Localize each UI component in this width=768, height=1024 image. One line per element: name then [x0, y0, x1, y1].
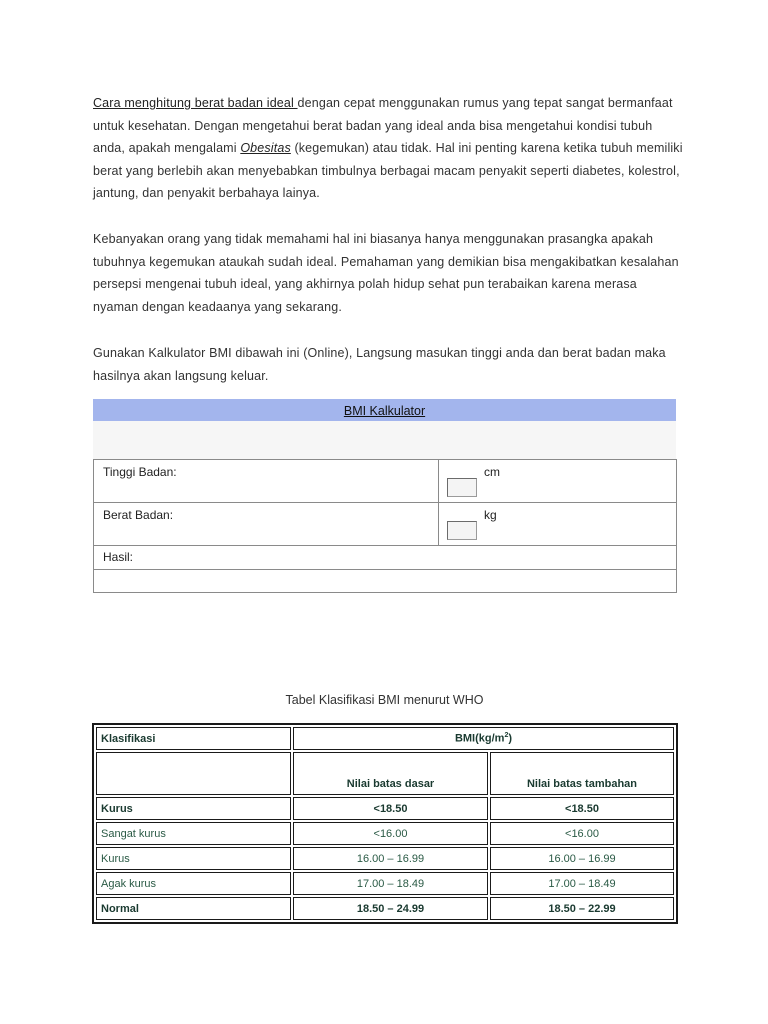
height-cell [439, 460, 677, 503]
height-unit: cm [484, 465, 500, 479]
row-tambahan: 17.00 – 18.49 [490, 872, 674, 895]
weight-unit: kg [484, 508, 497, 522]
calculator-spacer [93, 421, 676, 459]
calculator-title[interactable]: BMI Kalkulator [343, 404, 426, 418]
header-nilai-tambahan: Nilai batas tambahan [490, 752, 674, 795]
height-label: Tinggi Badan: [94, 460, 439, 503]
header-bmi [293, 727, 674, 750]
row-dasar: <16.00 [293, 822, 488, 845]
intro-text-1: dengan cepat menggunakan rumus yang tepat sangat bermanfaat untuk kesehatan. Dengan mengetahui berat badan yang ideal anda bisa mengetahui kondisi tubuh anda, apakah mengalami [93, 96, 673, 155]
header-bmi-close: ) [508, 732, 513, 745]
table-row [96, 822, 674, 845]
result-output [94, 570, 677, 593]
row-name: Kurus [96, 847, 291, 870]
intro-paragraph-2: Kebanyakan orang yang tidak memahami hal ini biasanya hanya menggunakan prasangka apakah tubuhnya kegemukan ataukah sudah ideal. Pemahaman yang demikian bisa mengakibatkan kesalahan persepsi mengenai tubuh ideal, yang akhirnya polah hidup sehat pun terabaikan karena merasa nyaman dengan keadaanya yang sekarang. [93, 232, 679, 314]
intro-paragraph-1 [93, 92, 683, 205]
obesitas-link[interactable]: Obesitas [240, 141, 291, 155]
calculator-header [93, 399, 676, 421]
row-name: Sangat kurus [96, 822, 291, 845]
weight-label: Berat Badan: [94, 503, 439, 546]
height-input[interactable] [447, 478, 477, 497]
bmi-article-link[interactable]: Cara menghitung berat badan ideal [93, 96, 298, 110]
header-bmi-sup: 2 [504, 732, 509, 740]
intro-text-2: (kegemukan) atau tidak. Hal ini penting karena ketika tubuh memiliki berat yang berlebih akan menyebabkan timbulnya berbagai macam penyakit seperti diabetes, kolestrol, jantung, dan penyakit berbahaya lainya. [93, 141, 683, 200]
who-classification-table [92, 723, 678, 924]
table-row [96, 797, 674, 820]
calculator-form [93, 459, 677, 593]
row-name: Normal [96, 897, 291, 920]
row-dasar: 17.00 – 18.49 [293, 872, 488, 895]
row-tambahan: <18.50 [490, 797, 674, 820]
row-dasar: 18.50 – 24.99 [293, 897, 488, 920]
row-name: Agak kurus [96, 872, 291, 895]
who-table-title: Tabel Klasifikasi BMI menurut WHO [285, 693, 484, 707]
row-tambahan: 18.50 – 22.99 [490, 897, 674, 920]
row-dasar: <18.50 [293, 797, 488, 820]
table-row [96, 872, 674, 895]
row-tambahan: 16.00 – 16.99 [490, 847, 674, 870]
header-bmi-text: BMI(kg/m [454, 732, 505, 745]
intro-paragraph-3: Gunakan Kalkulator BMI dibawah ini (Online), Langsung masukan tinggi anda dan berat badan maka hasilnya akan langsung keluar. [93, 346, 666, 383]
row-tambahan: <16.00 [490, 822, 674, 845]
result-label: Hasil: [94, 546, 677, 570]
header-klasifikasi: Klasifikasi [96, 727, 291, 750]
row-dasar: 16.00 – 16.99 [293, 847, 488, 870]
row-name: Kurus [96, 797, 291, 820]
table-row [96, 897, 674, 920]
header-nilai-dasar: Nilai batas dasar [293, 752, 488, 795]
weight-input[interactable] [447, 521, 477, 540]
weight-cell [439, 503, 677, 546]
header-empty [96, 752, 291, 795]
table-row [96, 847, 674, 870]
